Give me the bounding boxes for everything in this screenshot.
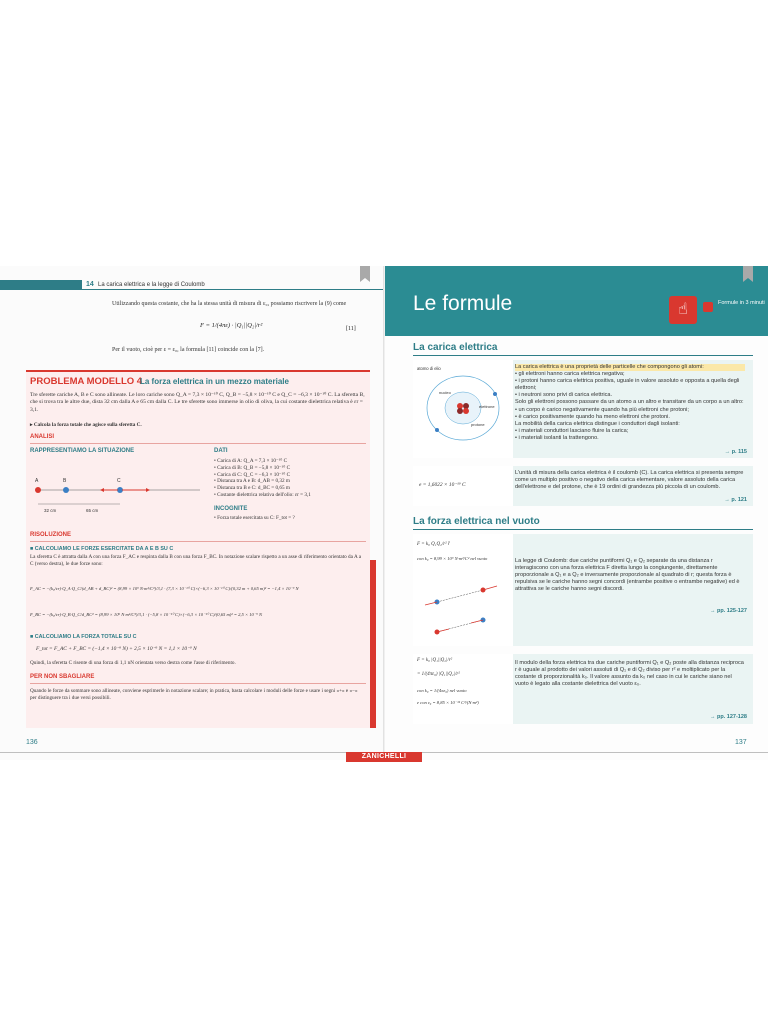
equation-number: [11] [346,326,356,332]
section-rule-2 [413,529,753,530]
chapter-number: 14 [86,281,94,288]
card1-line-5: Solo gli elettroni possono passare da un atomo a un altro e transitare da un corpo a un altro: [515,399,744,406]
intro-text: Utilizzando questa costante, che ha la stessa unità di misura di ε₀, possiamo riscrivere la (9) come [112,301,347,307]
page-number-left: 136 [26,739,38,746]
modulo-formula-2: = 1/(4πε₀) |Q₁||Q₂|/r² [417,672,460,677]
k0-value: con k₀ = 8,99 × 10⁹ N·m²/C² nel vuoto [417,556,488,561]
dati-heading: DATI [214,448,228,454]
dati-list [214,458,364,499]
step1-text: La sferetta C è attratta dalla A con una forza F_AC e respinta dalla B con una forza F_BC. In notazione scalare rispetto a un asse di riferimento orientato da A a C (verso destra), le due forze sono: [30,554,362,567]
risoluzione-heading: RISOLUZIONE [30,532,72,538]
section-carica: La carica elettrica [413,342,498,353]
card1-ref[interactable]: → p. 115 [724,449,747,455]
warning-text: Quando le forze da sommare sono allineate, conviene esprimerle in notazione scalare; in pratica, basta calcolare i moduli delle forze e usare i segni «+» e «−» per distinguere tra i due versi possibili. [30,688,358,701]
section-forza: La forza elettrica nel vuoto [413,516,540,527]
intro-text-2: Per il vuoto, cioè per ε = ε₀, la formula [11] coincide con la [7]. [112,347,265,353]
card4-ref[interactable]: → pp. 127-128 [710,714,747,720]
card1-text [515,364,745,442]
elementary-charge-formula: e = 1,6022 × 10⁻¹⁹ C [419,482,466,488]
app-label[interactable]: Formule in 3 minuti [718,300,765,306]
coulomb-formula: F = 1/(4πε) · |Q₁||Q₂|/r² [200,322,263,329]
analisi-rule [30,443,366,444]
bookmark-icon [743,266,753,282]
card1-line-6: • un corpo è carico negativamente quando ha più elettroni che protoni; [515,406,689,413]
card1-line-2: • gli elettroni hanno carica elettrica negativa; [515,371,625,378]
hand-tap-icon: ☝ [678,301,688,318]
section-rule-1 [413,355,753,356]
dato-2: • Carica di B: Q_B = −5,8 × 10⁻¹⁰ C [214,464,291,471]
coulomb-figure [413,534,513,646]
page-title: Le formule [413,292,513,315]
charge-b [63,487,69,493]
chapter-bar [0,280,82,290]
nucleus-label: nucleo [439,390,451,395]
electron-label: elettrone [479,404,495,409]
card2-text: L'unità di misura della carica elettrica è il coulomb (C). La carica elettrica si presenta sempre come un multiplo positivo o negativo della carica elementare, valore assoluto della carica dell'elettrone e del protone, che è 19 ordini di grandezza più piccola di un coulomb. [515,470,744,491]
modulo-formulas [413,654,513,724]
modulo-formula-3: con k₀ = 1/(4πε₀) nel vuoto [417,688,467,693]
problem-box [26,370,370,728]
formula-fac: F_AC = −(k₀/εr)·Q_A·Q_C/(d_AB + d_BC)² = (8,99 × 10⁹ N·m²/C²)/3,1 · (7,3 × 10⁻¹⁰ C)×(−6,3 × 10⁻¹⁰ C)/(0,32 m + 0,65 m)² = −1,4 × 10⁻⁹ N [30,586,299,591]
formule-header [385,266,768,336]
rappresentiamo-heading: RAPPRESENTIAMO LA SITUAZIONE [30,448,135,454]
header-rule [82,289,384,290]
app-button[interactable] [669,296,697,324]
dato-1: • Carica di A: Q_A = 7,3 × 10⁻¹⁰ C [214,458,288,464]
neutron-2 [457,408,463,414]
incognite-text: • Forza totale esercitata su C: F_tot = ? [214,515,295,521]
chapter-header [0,280,384,290]
problem-subtitle: La forza elettrica in un mezzo materiale [140,377,289,386]
charge-a [35,487,41,493]
book-spread [0,266,768,760]
proton-2 [463,408,469,414]
card1-line-8: La mobilità della carica elettrica distingue i conduttori dagli isolanti: [515,420,680,427]
card1-line-3: • i protoni hanno carica elettrica positiva, uguale in valore assoluto e opposta a quella degli elettroni; [515,378,740,392]
step2-heading: ■ CALCOLIAMO LA FORZA TOTALE SU C [30,634,137,640]
label-c: C [117,478,121,484]
modulo-formula-4: e con ε₀ = 8,85 × 10⁻¹² C²/(N·m²) [417,700,479,705]
proton-label: protone [471,422,485,427]
card1-line-10: • i materiali isolanti la trattengono. [515,434,599,441]
card1-line-4: • i neutroni sono privi di carica elettrica. [515,392,613,399]
charges-diagram [30,470,210,520]
dato-4: • Distanza tra A e B: d_AB = 0,32 m [214,478,290,485]
step1-heading: ■ CALCOLIAMO LE FORZE ESERCITATE DA A E B SU C [30,546,174,552]
electron-1 [493,392,497,396]
dato-6: • Costante dielettrica relativa dell'olio: εr = 3,1 [214,491,311,498]
card-modulo [413,654,753,724]
problem-task: ▸ Calcola la forza totale che agisce sulla sferetta C. [30,422,142,428]
analisi-heading: ANALISI [30,434,54,440]
card2-ref[interactable]: → p. 121 [724,497,747,503]
dato-5: • Distanza tra B e C: d_BC = 0,65 m [214,485,290,492]
card4-text: Il modulo della forza elettrica tra due cariche puntiformi Q₁ e Q₂ poste alla distanza reciproca r è uguale al prodotto dei valori assoluti di Q₁ e di Q₂ diviso per r² e moltiplicato per la costante di proporzionalità k₀. Il valore assunto da k₀ nel caso in cui le cariche siano nel vuoto è legato alla costante dielettrica del vuoto ε₀. [515,660,744,688]
label-b: B [63,478,67,484]
video-icon[interactable] [703,302,713,312]
per-non-sbagliare-heading: PER NON SBAGLIARE [30,674,95,680]
card3-text: La legge di Coulomb: due cariche puntiformi Q₁ e Q₂ separate da una distanza r interagiscono con una forza elettrica F diretta lungo la congiungente, direttamente proporzionale a Q₁ e a Q₂ e inversamente proporzionale al quadrato di r; questa forza è repulsiva se le cariche hanno segni concordi (entrambe positive o entrambe negative) ed è attrattiva se le cariche hanno segni discordi. [515,558,740,593]
card3-ref[interactable]: → pp. 125-127 [710,608,747,614]
card-coulomb [413,534,753,646]
card1-line-7: • è carico positivamente quando ha meno elettroni che protoni. [515,413,670,420]
dato-3: • Carica di C: Q_C = −6,3 × 10⁻¹⁰ C [214,471,291,478]
coulomb-diagram [417,578,509,642]
label-dist-ab: 32 cm [44,508,57,513]
warning-rule [30,683,366,684]
conclusion-text: Quindi, la sferetta C risente di una forza di 1,1 nN orientata verso destra come l'asse di riferimento. [30,660,236,666]
incognite-heading: INCOGNITE [214,506,248,512]
card1-line-1: La carica elettrica è una proprietà delle particelle che compongono gli atomi: [515,364,745,371]
risoluzione-rule [30,541,366,542]
page-number-right: 137 [735,739,747,746]
coulomb-vector-formula: F = k₀ Q₁Q₂/r² r̂ [417,542,450,547]
problem-statement: Tre sferette cariche A, B e C sono allineate. Le loro cariche sono Q_A = 7,3 × 10⁻¹⁰ C, Q_B = −5,8 × 10⁻¹⁰ C e Q_C = −6,3 × 10⁻¹⁰ C. La sferetta B, che si trova tra le altre due, dista 32 cm dalla A e 65 cm dalla C. Le tre sferette sono immerse in olio di oliva, la cui costante dielettrica relativa è εr = 3,1. [30,392,365,413]
card1-line-9: • i materiali conduttori lasciano fluire la carica; [515,427,629,434]
atom-title: atomo di elio [417,366,441,371]
problem-heading: PROBLEMA MODELLO 4 [30,376,143,387]
chapter-title: La carica elettrica e la legge di Coulomb [98,282,205,288]
charge-formula-box [413,466,513,506]
red-side-accent [370,560,376,728]
left-page [0,266,384,760]
label-a: A [35,478,39,484]
right-page [385,266,768,760]
card-unita [413,466,753,506]
modulo-formula-1: F = k₀ |Q₁||Q₂|/r² [417,658,453,663]
publisher-logo: ZANICHELLI [346,752,422,762]
atom-figure [413,360,513,458]
formula-fbc: F_BC = −(k₀/εr)·Q_B·Q_C/d_BC² = (8,99 × 10⁹ N·m²/C²)/3,1 · (−5,8 × 10⁻¹⁰ C)×(−6,3 × 10⁻¹⁰ C)/(0,65 m)² = 2,5 × 10⁻⁹ N [30,612,263,617]
formula-tot: F_tot = F_AC + F_BC = (−1,4 × 10⁻⁹ N) + 2,5 × 10⁻⁹ N = 1,1 × 10⁻⁹ N [36,646,197,652]
atom-diagram [413,360,513,458]
label-dist-bc: 65 cm [86,508,99,513]
card-carica [413,360,753,458]
electron-2 [435,428,439,432]
